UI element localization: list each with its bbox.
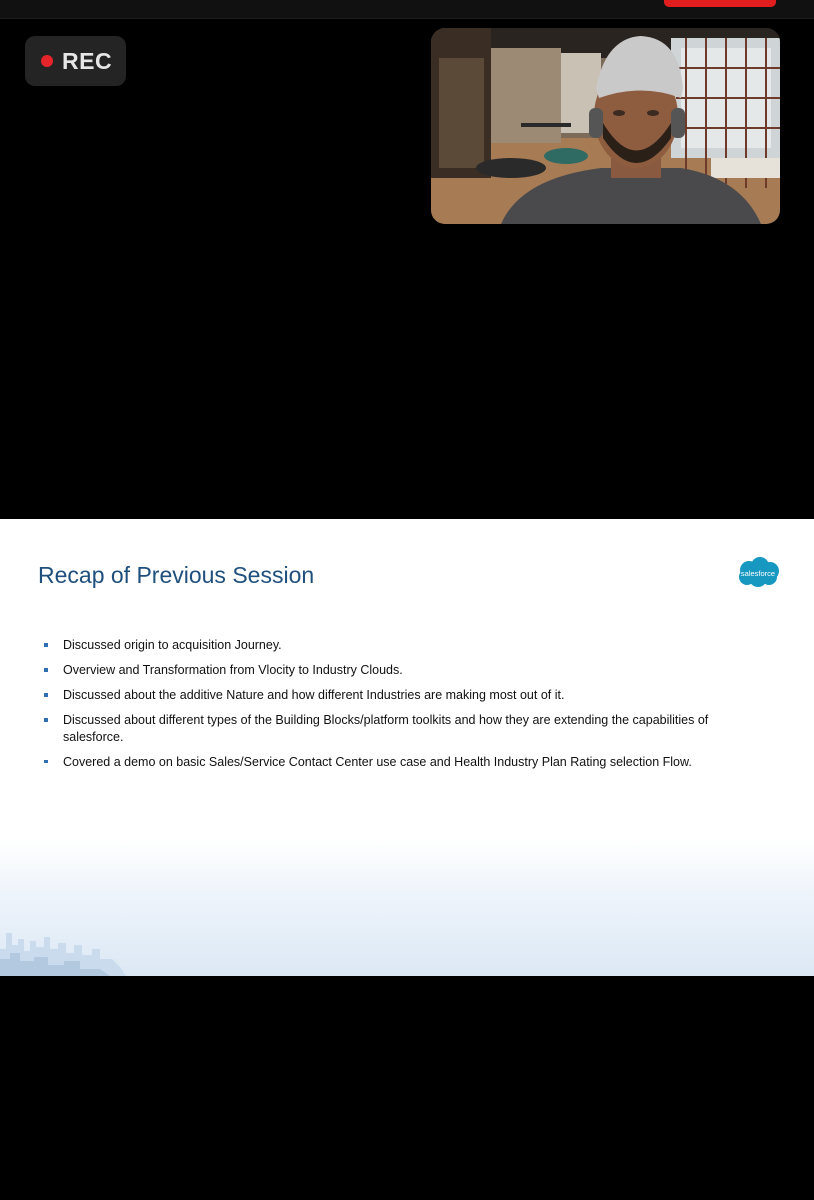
list-item bbox=[44, 712, 734, 745]
bullet-icon bbox=[44, 643, 48, 647]
bullet-text: Discussed origin to acquisition Journey. bbox=[63, 638, 282, 652]
top-toolbar bbox=[0, 0, 814, 19]
list-item bbox=[44, 687, 734, 704]
list-item bbox=[44, 662, 734, 679]
list-item bbox=[44, 754, 734, 771]
salesforce-logo-text: salesforce bbox=[740, 569, 776, 578]
recording-label: REC bbox=[62, 47, 113, 74]
bullet-text: Discussed about different types of the Building Blocks/platform toolkits and how they are extending the capabilities of salesforce. bbox=[63, 713, 709, 744]
participant-video-tile[interactable] bbox=[431, 28, 780, 224]
participant-video bbox=[431, 28, 780, 224]
leave-button[interactable] bbox=[664, 0, 776, 7]
bullet-icon bbox=[44, 760, 48, 764]
salesforce-logo bbox=[735, 556, 781, 588]
city-skyline-decoration bbox=[0, 919, 814, 976]
bullet-icon bbox=[44, 668, 48, 672]
bullet-icon bbox=[44, 693, 48, 697]
slide-title: Recap of Previous Session bbox=[38, 562, 315, 588]
bullet-text: Covered a demo on basic Sales/Service Contact Center use case and Health Industry Plan Rating selection Flow. bbox=[63, 754, 692, 769]
shared-slide bbox=[0, 519, 814, 976]
bullet-icon bbox=[44, 718, 48, 722]
list-item bbox=[44, 637, 734, 654]
bullet-text: Discussed about the additive Nature and how different Industries are making most out of it. bbox=[63, 688, 565, 702]
bullet-text: Overview and Transformation from Vlocity to Industry Clouds. bbox=[63, 663, 403, 677]
app-icon bbox=[44, 0, 76, 6]
recording-badge bbox=[25, 36, 126, 86]
record-dot-icon bbox=[41, 55, 53, 67]
bullet-list bbox=[44, 637, 734, 779]
